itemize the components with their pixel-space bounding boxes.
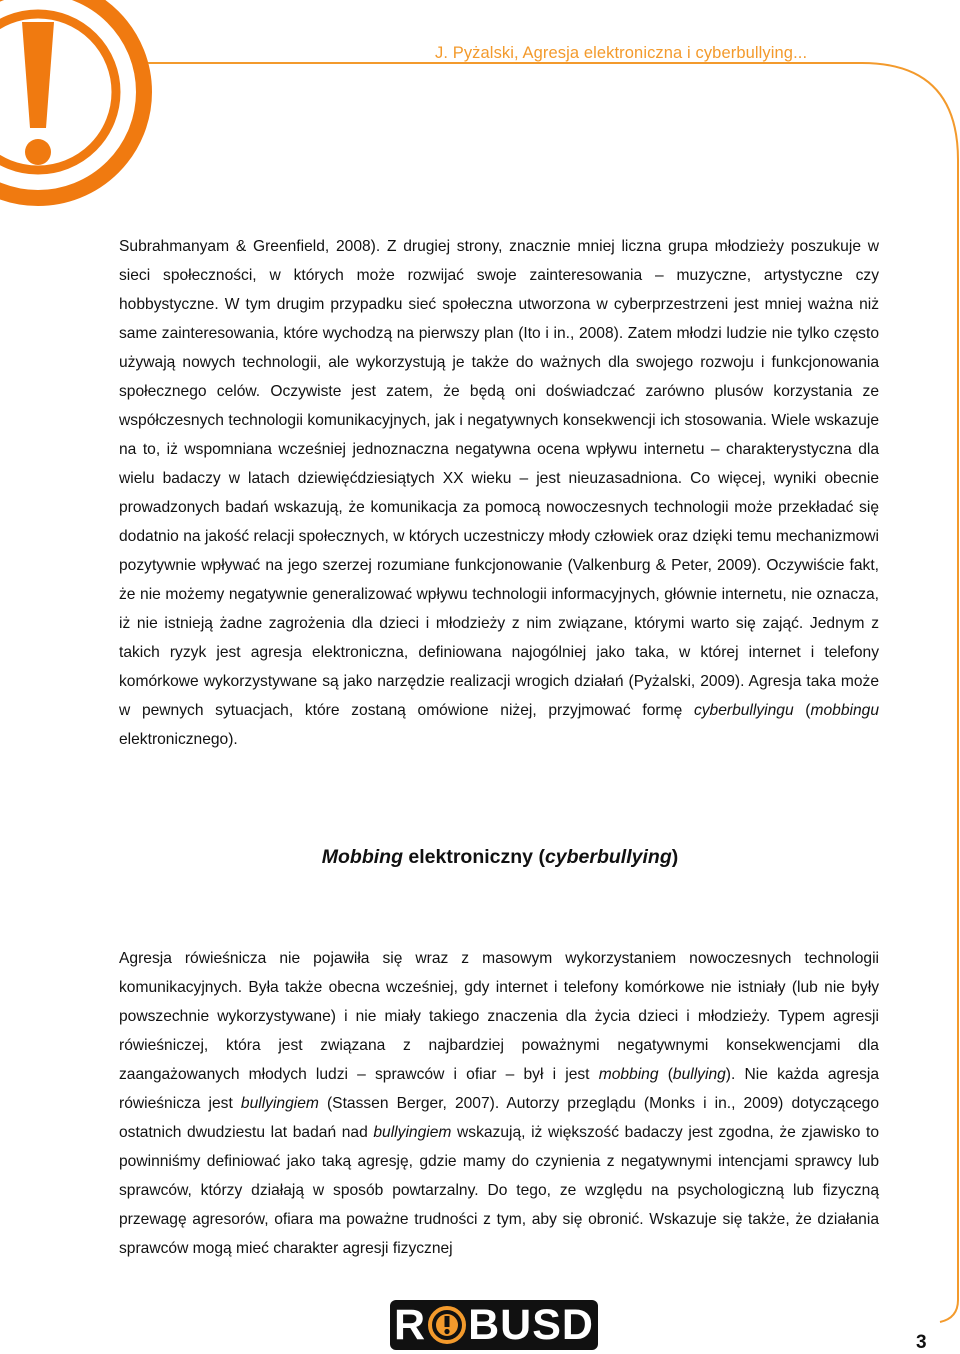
text-run: ( xyxy=(658,1066,673,1083)
body-paragraph-1 xyxy=(119,232,879,754)
italic-run: Mobbing xyxy=(321,846,403,868)
text-run: Subrahmanyam & Greenfield, 2008). Z drugiej strony, znacznie mniej liczna grupa młodzieży poszukuje w sieci społeczności, w których może rozwijać swoje zainteresowania – muzyczne, artystyczne czy hobbystyczne. W tym drugim przypadku sieć społeczna utworzona w cyberprzestrzeni jest mniej ważna niż same zainteresowania, które wychodzą na pierwszy plan (Ito i in., 2008). Zatem młodzi ludzie nie tylko często używają nowych technologii, ale wykorzystują je także do ważnych dla swojego rozwoju i funkcjonowania społecznego celów. Oczywiste jest zatem, że będą oni doświadczać zarówno plusów korzystania ze współczesnych technologii komunikacyjnych, jak i negatywnych konsekwencji ich stosowania. Wiele wskazuje na to, iż wspomniana wcześniej jednoznaczna negatywna ocena wpływu internetu – charakterystyczna dla wielu badaczy w latach dziewięćdziesiątych XX wieku – jest nieuzasadniona. Co więcej, wyniki obecnie prowadzonych badań wskazują, że komunikacja za pomocą nowoczesnych technologii może przekładać się dodatnio na jakość relacji społecznych, w których uczestniczy młody człowiek oraz dzięki temu mechanizmowi pozytywnie wpływać na jego szerzej rozumiane funkcjonowanie (Valkenburg & Peter, 2009). Oczywiście fakt, że nie możemy negatywnie generalizować wpływu technologii informacyjnych, głównie internetu, nie oznacza, iż nie istnieją żadne zagrożenia dla dzieci i młodzieży z nim związane, którymi warto się zająć. Jednym z takich ryzyk jest agresja elektroniczna, definiowana najogólniej jako taka, w której internet i telefony komórkowe wykorzystywane są jako narzędzie realizacji wrogich działań (Pyżalski, 2009). Agresja taka może w pewnych sytuacjach, które zostaną omówione niżej, przyjmować formę xyxy=(119,238,879,719)
text-run: ). Nie każda agresja rówieśnicza jest xyxy=(119,1066,879,1112)
frame-line-bottom xyxy=(940,1300,958,1322)
text-run: elektronicznego). xyxy=(119,731,238,748)
italic-run: mobbing xyxy=(598,1066,659,1083)
exclamation-circle-icon xyxy=(0,0,144,198)
running-header: J. Pyżalski, Agresja elektroniczna i cyberbullying... xyxy=(435,44,808,62)
text-run: ) xyxy=(671,846,679,868)
italic-run: cyberbullying xyxy=(544,846,672,868)
text-run: (Stassen Berger, 2007). Autorzy przeglądu (Monks i in., 2009) dotyczącego ostatnich dwudziestu lat badań nad xyxy=(119,1095,879,1141)
text-run: ( xyxy=(793,702,811,719)
italic-run: cyberbullyingu xyxy=(693,702,794,719)
exclamation-circle-icon xyxy=(427,1305,467,1345)
logo-text-left: R xyxy=(394,1301,427,1349)
text-run: wskazują, iż większość badaczy jest zgodna, że zjawisko to powinniśmy definiować jako taką agresję, gdzie mamy do czynienia z negatywnymi intencjami sprawcy lub sprawców, którzy działają w sposób powtarzalny. Do tego, ze względu na psychologiczną lub fizyczną przewagę agresorów, ofiara ma poważne trudności z tym, aby się obronić. Wskazuje się także, że działania sprawców mogą mieć charakter agresji fizycznej xyxy=(119,1124,879,1257)
italic-run: bullyingiem xyxy=(373,1124,452,1141)
italic-run: bullying xyxy=(672,1066,726,1083)
body-paragraph-2 xyxy=(119,944,879,1263)
text-run: Agresja rówieśnicza nie pojawiła się wraz z masowym wykorzystaniem nowoczesnych technologii komunikacyjnych. Była także obecna wcześniej, gdy internet i telefony komórkowe nie istniały (lub nie były powszechnie wykorzystywane) i nie miały takiego znaczenia dla życia dzieci i młodzieży. Typem agresji rówieśniczej, która jest związana z najbardziej poważnymi negatywnymi konsekwencjami dla zaangażowanych młodych ludzi – sprawców i ofiar – był i jest xyxy=(119,950,879,1083)
page-number: 3 xyxy=(916,1332,927,1353)
italic-run: mobbingu xyxy=(810,702,880,719)
text-run: elektroniczny ( xyxy=(402,846,545,868)
italic-run: bullyingiem xyxy=(240,1095,319,1112)
paragraph-text xyxy=(119,944,879,1263)
robusd-logo xyxy=(390,1300,598,1350)
logo-text-right: BUSD xyxy=(468,1301,594,1349)
section-heading xyxy=(0,846,960,869)
paragraph-text xyxy=(119,232,879,754)
